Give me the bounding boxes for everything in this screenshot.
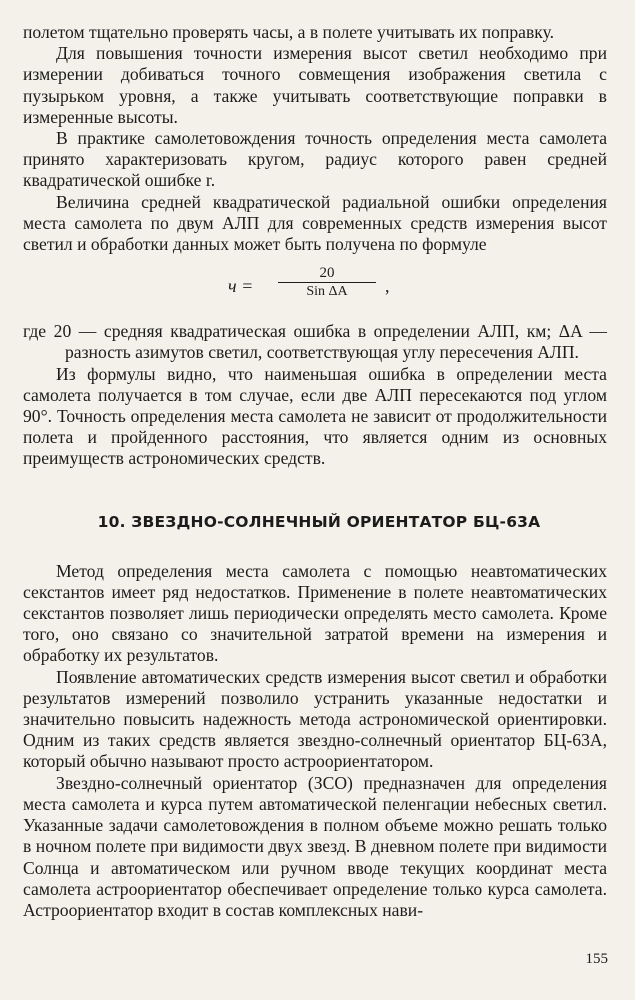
formula-explanation: где 20 — средняя квадратическая ошибка в определении АЛП, км; ΔA — разность азимутов светил, соответствующая углу пересечения АЛП.	[23, 321, 607, 363]
formula-fraction	[278, 265, 376, 300]
paragraph-zso: Звездно-солнечный ориентатор (ЗСО) предназначен для определения места самолета и курса путем автоматической пеленгации небесных светил. Указанные задачи самолетовождения в полном объеме можно решать только в ночном полете при видимости двух звезд. В дневном полете при видимости Солнца и автоматическом или ручном вводе текущих координат места самолета астроориентатор обеспечивает определение только курса самолета. Астроориентатор входит в состав комплексных нави-	[23, 772, 607, 920]
paragraph-automatic-means: Появление автоматических средств измерения высот светил и обработки результатов измерений позволило устранить указанные недостатки и значительно повысить надежность метода астрономической ориентировки. Одним из таких средств является звездно-солнечный ориентатор БЦ-63А, который обычно называют просто астроориентатором.	[23, 666, 607, 772]
formula-numerator: 20	[278, 265, 376, 283]
paragraph-method: Метод определения места самолета с помощью неавтоматических секстантов имеет ряд недостатков. Применение в полете неавтоматических секстантов позволяет лишь периодически определять место самолета. Кроме того, оно связано со значительной затратой времени на измерения и обработку их результатов.	[23, 560, 607, 666]
formula	[23, 259, 607, 321]
section-heading: 10. ЗВЕЗДНО-СОЛНЕЧНЫЙ ОРИЕНТАТОР БЦ-63А	[97, 512, 541, 531]
paragraph-circle: В практике самолетовождения точность определения места самолета принято характеризовать кругом, радиус которого равен средней квадратической ошибке r.	[23, 128, 607, 191]
formula-comma: ,	[385, 276, 390, 297]
paragraph-radial-error: Величина средней квадратической радиальной ошибки определения места самолета по двум АЛП для современных средств измерения высот светил и обработки данных может быть получена по формуле	[23, 191, 607, 255]
paragraph-conclusion: Из формулы видно, что наименьшая ошибка в определении места самолета получается в том случае, если две АЛП пересекаются под углом 90°. Точность определения места самолета не зависит от продолжительности полета и пройденного расстояния, что является одним из основных преимуществ астрономических средств.	[23, 363, 607, 469]
formula-lhs: ч =	[228, 276, 254, 297]
paragraph-continuation: полетом тщательно проверять часы, а в полете учитывать их поправку.	[23, 22, 554, 42]
document-page	[23, 22, 607, 921]
page-number: 155	[585, 951, 608, 967]
paragraph-accuracy: Для повышения точности измерения высот светил необходимо при измерении добиваться точного совмещения изображения светила с пузырьком уровня, а также учитывать соответствующие поправки в измеренные высоты.	[23, 43, 607, 127]
formula-denominator: Sin ΔA	[306, 284, 348, 300]
